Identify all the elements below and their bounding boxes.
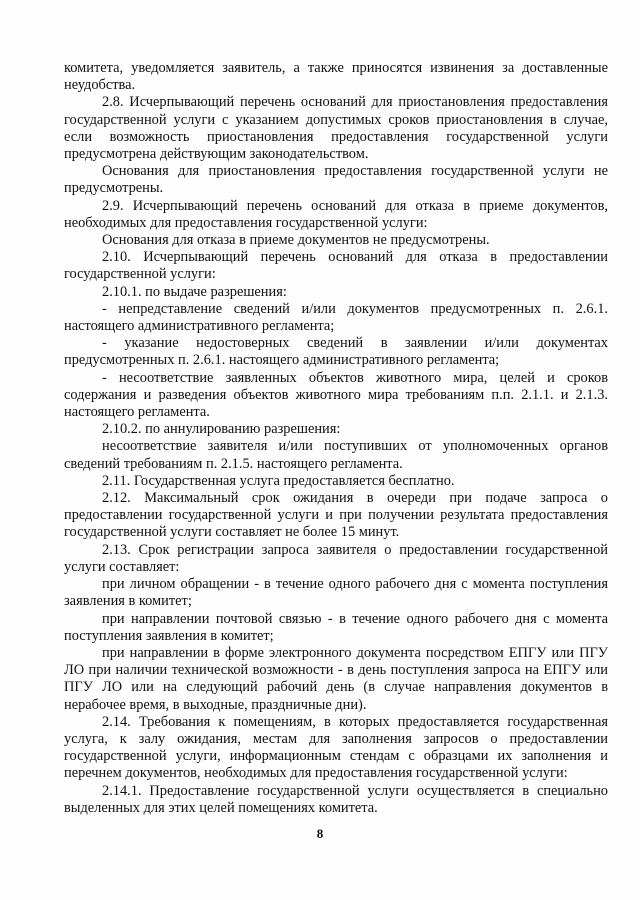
paragraph-2-10-2: 2.10.2. по аннулированию разрешения: bbox=[102, 421, 341, 438]
paragraph-continuation: комитета, уведомляется заявитель, а также приносятся извинения за доставленные неудобства. bbox=[64, 60, 608, 94]
paragraph-electronic: при направлении в форме электронного документа посредством ЕПГУ или ПГУ ЛО при наличии технической возможности - в день поступления запроса на ЕПГУ или ПГУ ЛО или на следующий рабочий день (в случае направления документов в нерабочее время, в выходные, праздничные дни). bbox=[64, 644, 608, 713]
paragraph-2-14-1: 2.14.1. Предоставление государственной услуги осуществляется в специально выделенных для этих целей помещениях комитета. bbox=[64, 782, 608, 816]
paragraph-2-12: 2.12. Максимальный срок ожидания в очереди при подаче запроса о предоставлении государственной услуги и при получении результата предоставления государственной услуги составляет не более 15 минут. bbox=[64, 490, 608, 541]
paragraph-2-10: 2.10. Исчерпывающий перечень оснований для отказа в предоставлении государственной услуги: bbox=[64, 249, 608, 283]
list-item-nonconformity: - несоответствие заявленных объектов животного мира, целей и сроков содержания и разведения объектов животного мира требованиям п.п. 2.1.1. и 2.1.3. настоящего регламента. bbox=[64, 369, 608, 421]
paragraph-suspension-grounds: Основания для приостановления предоставления государственной услуги не предусмотрены. bbox=[64, 163, 608, 197]
paragraph-2-13: 2.13. Срок регистрации запроса заявителя о предоставлении государственной услуги составляет: bbox=[64, 541, 608, 575]
paragraph-refusal-docs-grounds: Основания для отказа в приеме документов не предусмотрены. bbox=[102, 232, 490, 249]
paragraph-in-person: при личном обращении - в течение одного рабочего дня с момента поступления заявления в комитет; bbox=[64, 576, 608, 610]
paragraph-by-post: при направлении почтовой связью - в течение одного рабочего дня с момента поступления заявления в комитет; bbox=[64, 610, 608, 644]
paragraph-2-10-1: 2.10.1. по выдаче разрешения: bbox=[102, 283, 287, 300]
list-item-false-info: - указание недостоверных сведений в заявлении и/или документах предусмотренных п. 2.6.1. настоящего административного регламента; bbox=[64, 335, 608, 369]
paragraph-2-9: 2.9. Исчерпывающий перечень оснований для отказа в приеме документов, необходимых для предоставления государственной услуги: bbox=[64, 197, 608, 231]
paragraph-2-11: 2.11. Государственная услуга предоставляется бесплатно. bbox=[102, 472, 455, 489]
document-body bbox=[64, 60, 608, 817]
paragraph-annulment-grounds: несоответствие заявителя и/или поступивших от уполномоченных органов сведений требованиям п. 2.1.5. настоящего регламента. bbox=[64, 438, 608, 472]
list-item-nonsubmission: - непредставление сведений и/или документов предусмотренных п. 2.6.1. настоящего административного регламента; bbox=[64, 300, 608, 335]
paragraph-2-14: 2.14. Требования к помещениям, в которых предоставляется государственная услуга, к залу ожидания, местам для заполнения запросов о предоставлении государственной услуги, информационным стендам с образцами их заполнения и перечнем документов, необходимых для предоставления государственной услуги: bbox=[64, 713, 608, 782]
page-number: 8 bbox=[316, 826, 324, 841]
paragraph-2-8: 2.8. Исчерпывающий перечень оснований для приостановления предоставления государственной услуги с указанием допустимых сроков приостановления в случае, если возможность приостановления предоставления государственной услуги предусмотрена действующим законодательством. bbox=[64, 94, 608, 163]
